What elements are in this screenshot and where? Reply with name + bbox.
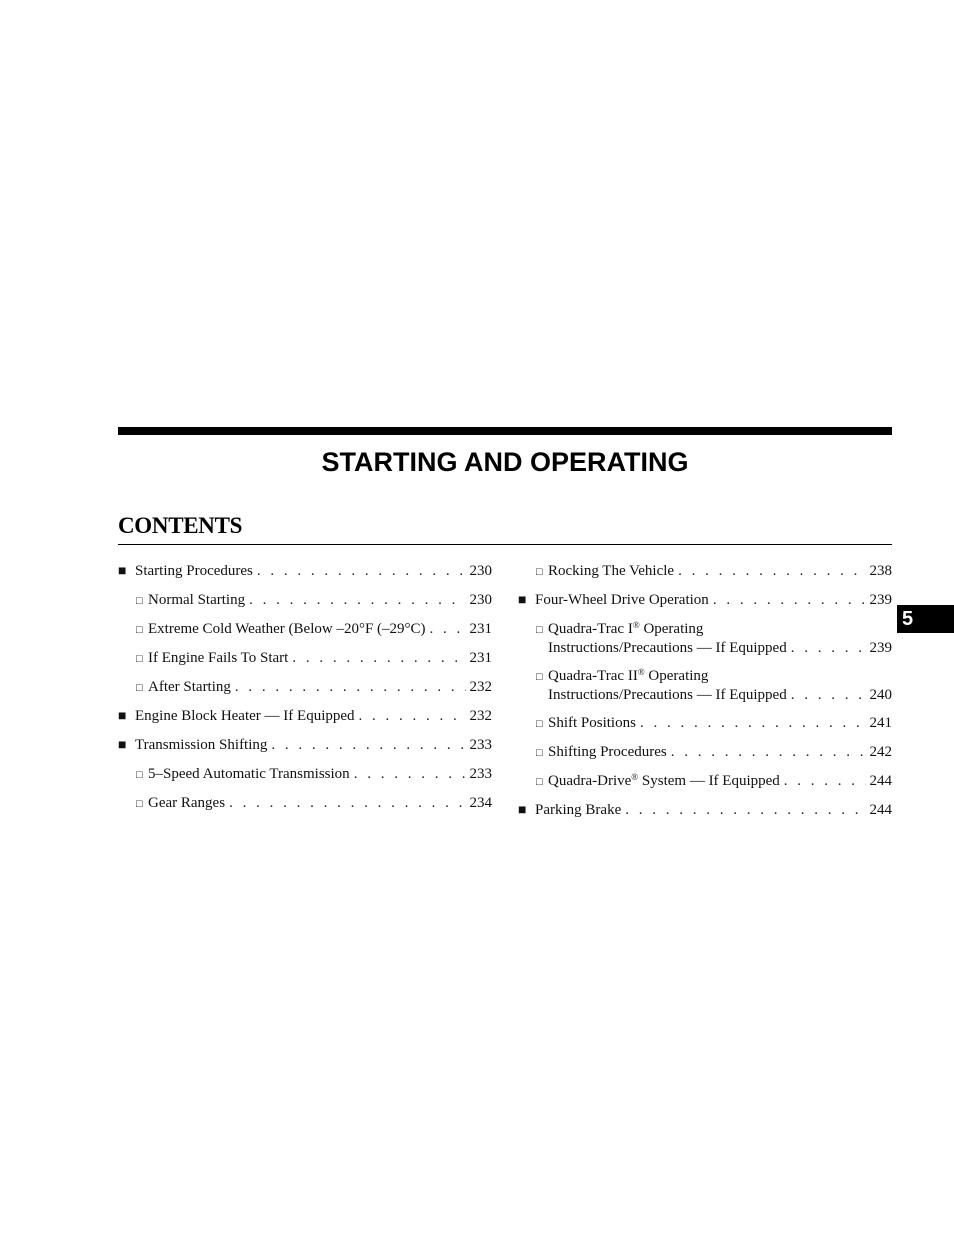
- hollow-square-icon: □: [136, 682, 143, 694]
- registered-mark: ®: [632, 620, 640, 630]
- toc-entry-label-line2: Instructions/Precautions — If Equipped: [548, 640, 787, 656]
- dot-leader: [791, 686, 866, 704]
- toc-page-number: 230: [469, 592, 492, 608]
- toc-entry-quadra-drive[interactable]: [536, 772, 892, 791]
- toc-entry-quadra-trac-ii[interactable]: [536, 667, 892, 704]
- hollow-square-icon: □: [536, 624, 543, 636]
- filled-square-icon: ■: [518, 803, 527, 818]
- toc-page-number: 239: [869, 640, 892, 656]
- toc-entry-after-starting[interactable]: [136, 678, 492, 697]
- contents-heading: CONTENTS: [118, 513, 243, 538]
- toc-entry-label: Transmission Shifting: [135, 737, 268, 753]
- toc-entry-label: 5–Speed Automatic Transmission: [148, 766, 350, 782]
- toc-entry-5-speed-automatic[interactable]: [136, 765, 492, 784]
- toc-page-number: 233: [469, 766, 492, 782]
- toc-page-number: 232: [469, 708, 492, 724]
- dot-leader: [354, 765, 466, 783]
- hollow-square-icon: □: [536, 671, 543, 683]
- toc-entry-transmission-shifting[interactable]: [118, 736, 492, 755]
- toc-page-number: 244: [869, 802, 892, 818]
- dot-leader: [678, 562, 865, 580]
- toc-entry-label: Shift Positions: [548, 715, 636, 731]
- filled-square-icon: ■: [118, 564, 127, 579]
- filled-square-icon: ■: [118, 738, 127, 753]
- toc-page-number: 239: [869, 592, 892, 608]
- toc-left-column: [118, 562, 492, 823]
- toc-entry-engine-block-heater[interactable]: [118, 707, 492, 726]
- toc-entry-rocking-the-vehicle[interactable]: [536, 562, 892, 581]
- toc-entry-label: Extreme Cold Weather (Below –20°F (–29°C): [148, 621, 426, 637]
- toc-page-number: 231: [469, 650, 492, 666]
- toc-page-number: 230: [469, 563, 492, 579]
- contents-rule: [118, 544, 892, 545]
- hollow-square-icon: □: [136, 624, 143, 636]
- toc-entry-four-wheel-drive[interactable]: [518, 591, 892, 610]
- toc-page-number: 240: [869, 687, 892, 703]
- dot-leader: [784, 772, 866, 790]
- toc-entry-engine-fails-to-start[interactable]: [136, 649, 492, 668]
- registered-mark: ®: [631, 772, 639, 782]
- toc-entry-label: Rocking The Vehicle: [548, 563, 675, 579]
- filled-square-icon: ■: [518, 593, 527, 608]
- toc-page-number: 234: [469, 795, 492, 811]
- toc-page-number: 242: [869, 744, 892, 760]
- toc-entry-parking-brake[interactable]: [518, 801, 892, 820]
- toc-entry-label: Shifting Procedures: [548, 744, 667, 760]
- toc-entry-label: Parking Brake: [535, 802, 622, 818]
- dot-leader: [292, 649, 465, 667]
- registered-mark: ®: [637, 667, 645, 677]
- hollow-square-icon: □: [136, 798, 143, 810]
- toc-entry-label: If Engine Fails To Start: [148, 650, 289, 666]
- toc-entry-shifting-procedures[interactable]: [536, 743, 892, 762]
- dot-leader: [713, 591, 866, 609]
- top-rule: [118, 427, 892, 435]
- dot-leader: [430, 620, 466, 638]
- filled-square-icon: ■: [118, 709, 127, 724]
- hollow-square-icon: □: [136, 595, 143, 607]
- hollow-square-icon: □: [136, 653, 143, 665]
- toc-entry-label: After Starting: [148, 679, 231, 695]
- toc-entry-label-line1: Quadra-Trac II® Operating: [548, 667, 709, 684]
- toc-right-column: [518, 562, 892, 830]
- toc-entry-label: Quadra-Drive® System — If Equipped: [548, 772, 780, 789]
- toc-page-number: 241: [869, 715, 892, 731]
- dot-leader: [671, 743, 866, 761]
- dot-leader: [359, 707, 466, 725]
- dot-leader: [235, 678, 466, 696]
- toc-page-number: 233: [469, 737, 492, 753]
- toc-entry-label: Gear Ranges: [148, 795, 226, 811]
- toc-entry-label: Starting Procedures: [135, 563, 253, 579]
- toc-entry-label-line1: Quadra-Trac I® Operating: [548, 620, 704, 637]
- hollow-square-icon: □: [536, 747, 543, 759]
- hollow-square-icon: □: [136, 769, 143, 781]
- dot-leader: [271, 736, 465, 754]
- toc-entry-quadra-trac-i[interactable]: [536, 620, 892, 657]
- dot-leader: [625, 801, 865, 819]
- dot-leader: [257, 562, 466, 580]
- toc-entry-label-line2: Instructions/Precautions — If Equipped: [548, 687, 787, 703]
- toc-entry-starting-procedures[interactable]: [118, 562, 492, 581]
- hollow-square-icon: □: [536, 566, 543, 578]
- chapter-title: STARTING AND OPERATING: [321, 447, 689, 477]
- toc-page-number: 244: [869, 773, 892, 789]
- toc-entry-gear-ranges[interactable]: [136, 794, 492, 813]
- dot-leader: [249, 591, 465, 609]
- toc-entry-label: Four-Wheel Drive Operation: [535, 592, 709, 608]
- toc-entry-label: Engine Block Heater — If Equipped: [135, 708, 355, 724]
- chapter-tab: 5: [897, 605, 954, 633]
- dot-leader: [791, 639, 866, 657]
- hollow-square-icon: □: [536, 776, 543, 788]
- toc-entry-normal-starting[interactable]: [136, 591, 492, 610]
- dot-leader: [229, 794, 465, 812]
- hollow-square-icon: □: [536, 718, 543, 730]
- toc-entry-label: Normal Starting: [148, 592, 246, 608]
- toc-entry-shift-positions[interactable]: [536, 714, 892, 733]
- toc-page-number: 238: [869, 563, 892, 579]
- toc-entry-extreme-cold-weather[interactable]: [136, 620, 492, 639]
- dot-leader: [640, 714, 866, 732]
- toc-page-number: 232: [469, 679, 492, 695]
- toc-page-number: 231: [469, 621, 492, 637]
